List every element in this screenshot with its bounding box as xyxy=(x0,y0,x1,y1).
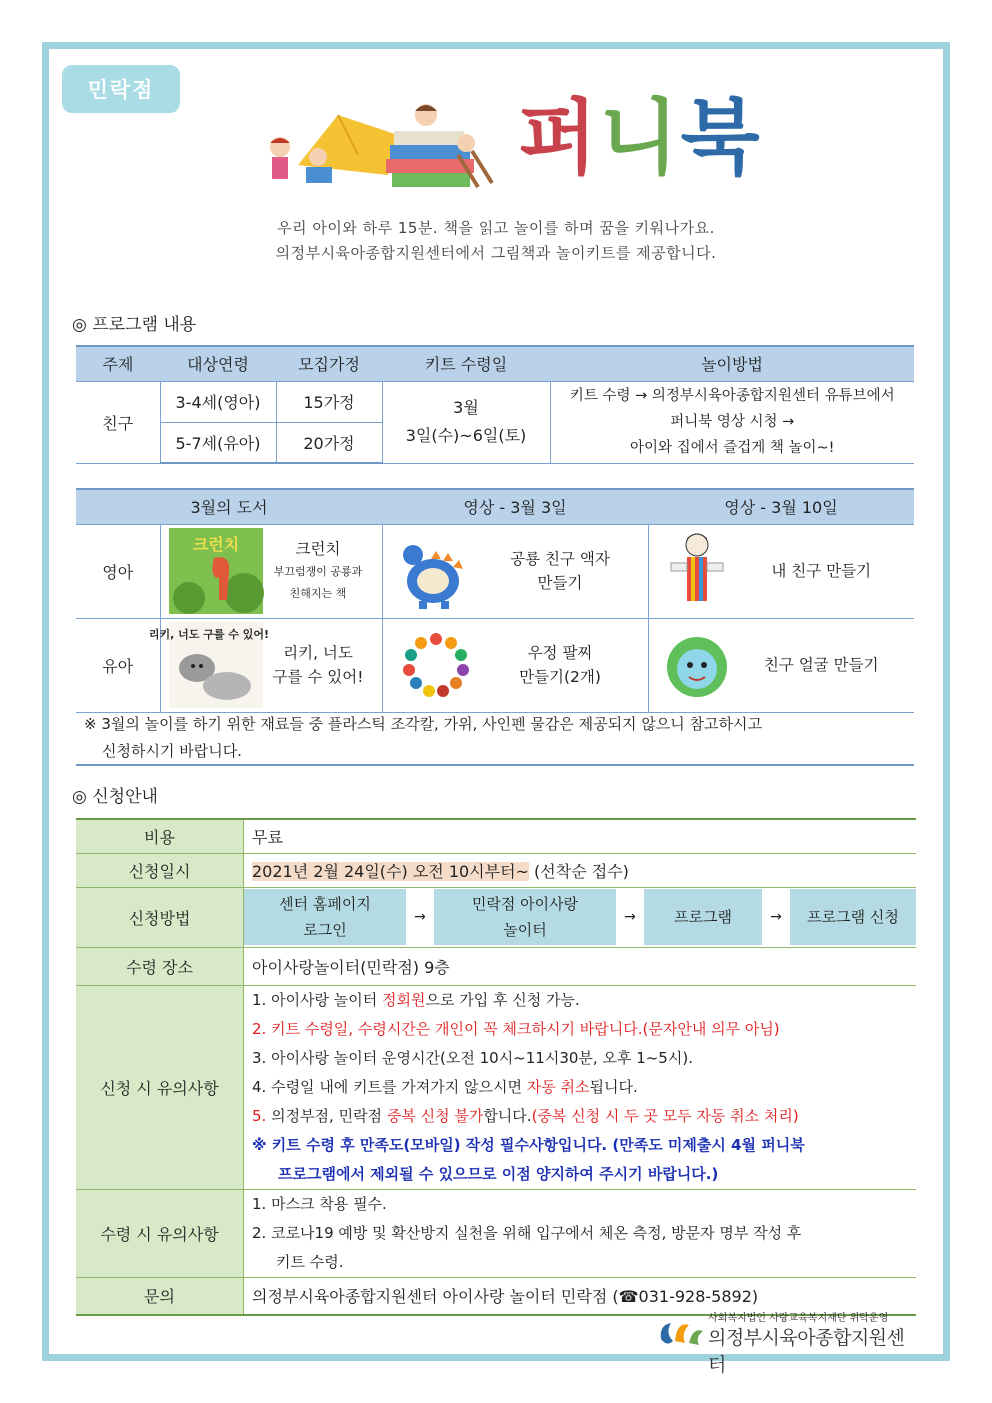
age-cell: 3-4세(영아) xyxy=(160,381,276,422)
book-cover-crunch xyxy=(169,528,263,614)
families-cell: 15가정 xyxy=(276,381,382,422)
center-logo-icon xyxy=(655,1311,705,1351)
intro-line-2: 의정부시육아종합지원센터에서 그림책과 놀이키트를 제공합니다. xyxy=(275,244,717,262)
friend-face-craft-icon xyxy=(657,625,737,705)
pickup-cell: 3월 3일(수)~6일(토) xyxy=(382,381,550,463)
col-topic: 주제 xyxy=(76,346,160,381)
col-video-1: 영상 - 3월 3일 xyxy=(382,489,648,524)
caution-label: 신청 시 유의사항 xyxy=(76,985,244,1189)
reading-kids-illustration xyxy=(258,95,498,195)
program-title: 퍼니북 xyxy=(518,91,762,186)
svg-text:리키, 너도 구를 수 있어!: 리키, 너도 구를 수 있어! xyxy=(148,628,269,641)
arrow-icon: → xyxy=(770,909,782,925)
age-cell: 5-7세(유아) xyxy=(160,422,276,463)
group-cell: 영아 xyxy=(76,524,160,618)
books-table xyxy=(76,488,914,713)
fee-value: 무료 xyxy=(244,819,917,853)
arrow-icon: → xyxy=(414,909,426,925)
program-table xyxy=(76,345,914,464)
step-login: 센터 홈페이지 로그인 xyxy=(244,889,406,945)
col-families: 모집가정 xyxy=(276,346,382,381)
date-label: 신청일시 xyxy=(76,853,244,887)
video-1-cell: 우정 팔찌 만들기(2개) xyxy=(382,618,648,712)
apply-table xyxy=(76,818,916,1316)
method-label: 신청방법 xyxy=(76,887,244,947)
materials-note: ※ 3월의 놀이를 하기 위한 재료들 중 플라스틱 조각칼, 가위, 사인펜 물감은 제공되지 않으니 참고하시고 신청하시기 바랍니다. xyxy=(76,711,914,766)
video-2-cell: 친구 얼굴 만들기 xyxy=(648,618,914,712)
place-value: 아이사랑놀이터(민락점) 9층 xyxy=(244,947,917,985)
footer-logo: 사회복지법인 사랑교육복지재단 위탁운영 의정부시육아종합지원센터 xyxy=(655,1309,917,1351)
video-2-cell: 내 친구 만들기 xyxy=(648,524,914,618)
families-cell: 20가정 xyxy=(276,422,382,463)
arrow-icon: → xyxy=(624,909,636,925)
step-program-apply: 프로그램 신청 xyxy=(790,889,916,945)
fee-label: 비용 xyxy=(76,819,244,853)
col-age: 대상연령 xyxy=(160,346,276,381)
apply-heading: ◎ 신청안내 xyxy=(72,787,158,807)
contact-value: 의정부시육아종합지원센터 아이사랑 놀이터 민락점 (☎031-928-5892) xyxy=(244,1277,917,1315)
col-books: 3월의 도서 xyxy=(76,489,382,524)
book-cell: 리키, 너도 구를 수 있어! 리키, 너도 구를 수 있어! xyxy=(160,618,382,712)
book-cell: 크런치 크런치 부끄럼쟁이 공룡과 친해지는 책 xyxy=(160,524,382,618)
col-video-2: 영상 - 3월 10일 xyxy=(648,489,914,524)
branch-tag: 민락점 xyxy=(62,65,180,113)
method-flow xyxy=(244,887,917,947)
col-method: 놀이방법 xyxy=(550,346,914,381)
col-pickup: 키트 수령일 xyxy=(382,346,550,381)
place-label: 수령 장소 xyxy=(76,947,244,985)
date-value: 2021년 2월 24일(수) 오전 10시부터~ (선착순 접수) xyxy=(244,853,917,887)
dinosaur-frame-craft-icon xyxy=(391,531,481,611)
bead-bracelet-craft-icon xyxy=(391,625,481,705)
step-program: 프로그램 xyxy=(644,889,762,945)
contact-label: 문의 xyxy=(76,1277,244,1315)
intro-line-1: 우리 아이와 하루 15분. 책을 읽고 놀이를 하며 꿈을 키워나가요. xyxy=(277,219,715,237)
caution-list: 1. 아이사랑 놀이터 정회원으로 가입 후 신청 가능. 2. 키트 수령일, 수령시간은 개인이 꼭 체크하시기 바랍니다.(문자안내 의무 아님) 3. 아이사랑 놀이터 운영시간(오전 10시~11시30분, 오후 1~5시). 4. 수령일 내에 키트를 가져가지 않으시면 자동 취소됩니다. 5. 의정부점, 민락점 중복 신청 불가합니다.(중복 신청 시 두 곳 모두 자동 취소 처리) ※ 키트 수령 후 만족도(모바일) 작성 필수사항입니다. (만족도 미제출시 4월 퍼니북 프로그램에서 제외될 수 있으므로 이점 양지하여 주시기 바랍니다.) xyxy=(244,985,917,1189)
svg-text:크런치: 크런치 xyxy=(192,535,239,554)
step-playground: 민락점 아이사랑 놀이터 xyxy=(434,889,616,945)
pickup-label: 수령 시 유의사항 xyxy=(76,1189,244,1277)
book-title: 리키, 너도 xyxy=(283,644,353,662)
topic-cell: 친구 xyxy=(76,381,160,463)
book-title: 크런치 xyxy=(295,540,341,558)
friend-doll-craft-icon xyxy=(657,531,737,611)
program-heading: ◎ 프로그램 내용 xyxy=(72,315,197,335)
video-1-cell: 공룡 친구 액자 만들기 xyxy=(382,524,648,618)
pickup-list: 1. 마스크 착용 필수. 2. 코로나19 예방 및 확산방지 실천을 위해 입구에서 체온 측정, 방문자 명부 작성 후 키트 수령. xyxy=(244,1189,917,1277)
method-cell: 키트 수령 → 의정부시육아종합지원센터 유튜브에서 퍼니북 영상 시청 → 아이와 집에서 즐겁게 책 놀이~! xyxy=(550,381,914,463)
group-cell: 유아 xyxy=(76,618,160,712)
